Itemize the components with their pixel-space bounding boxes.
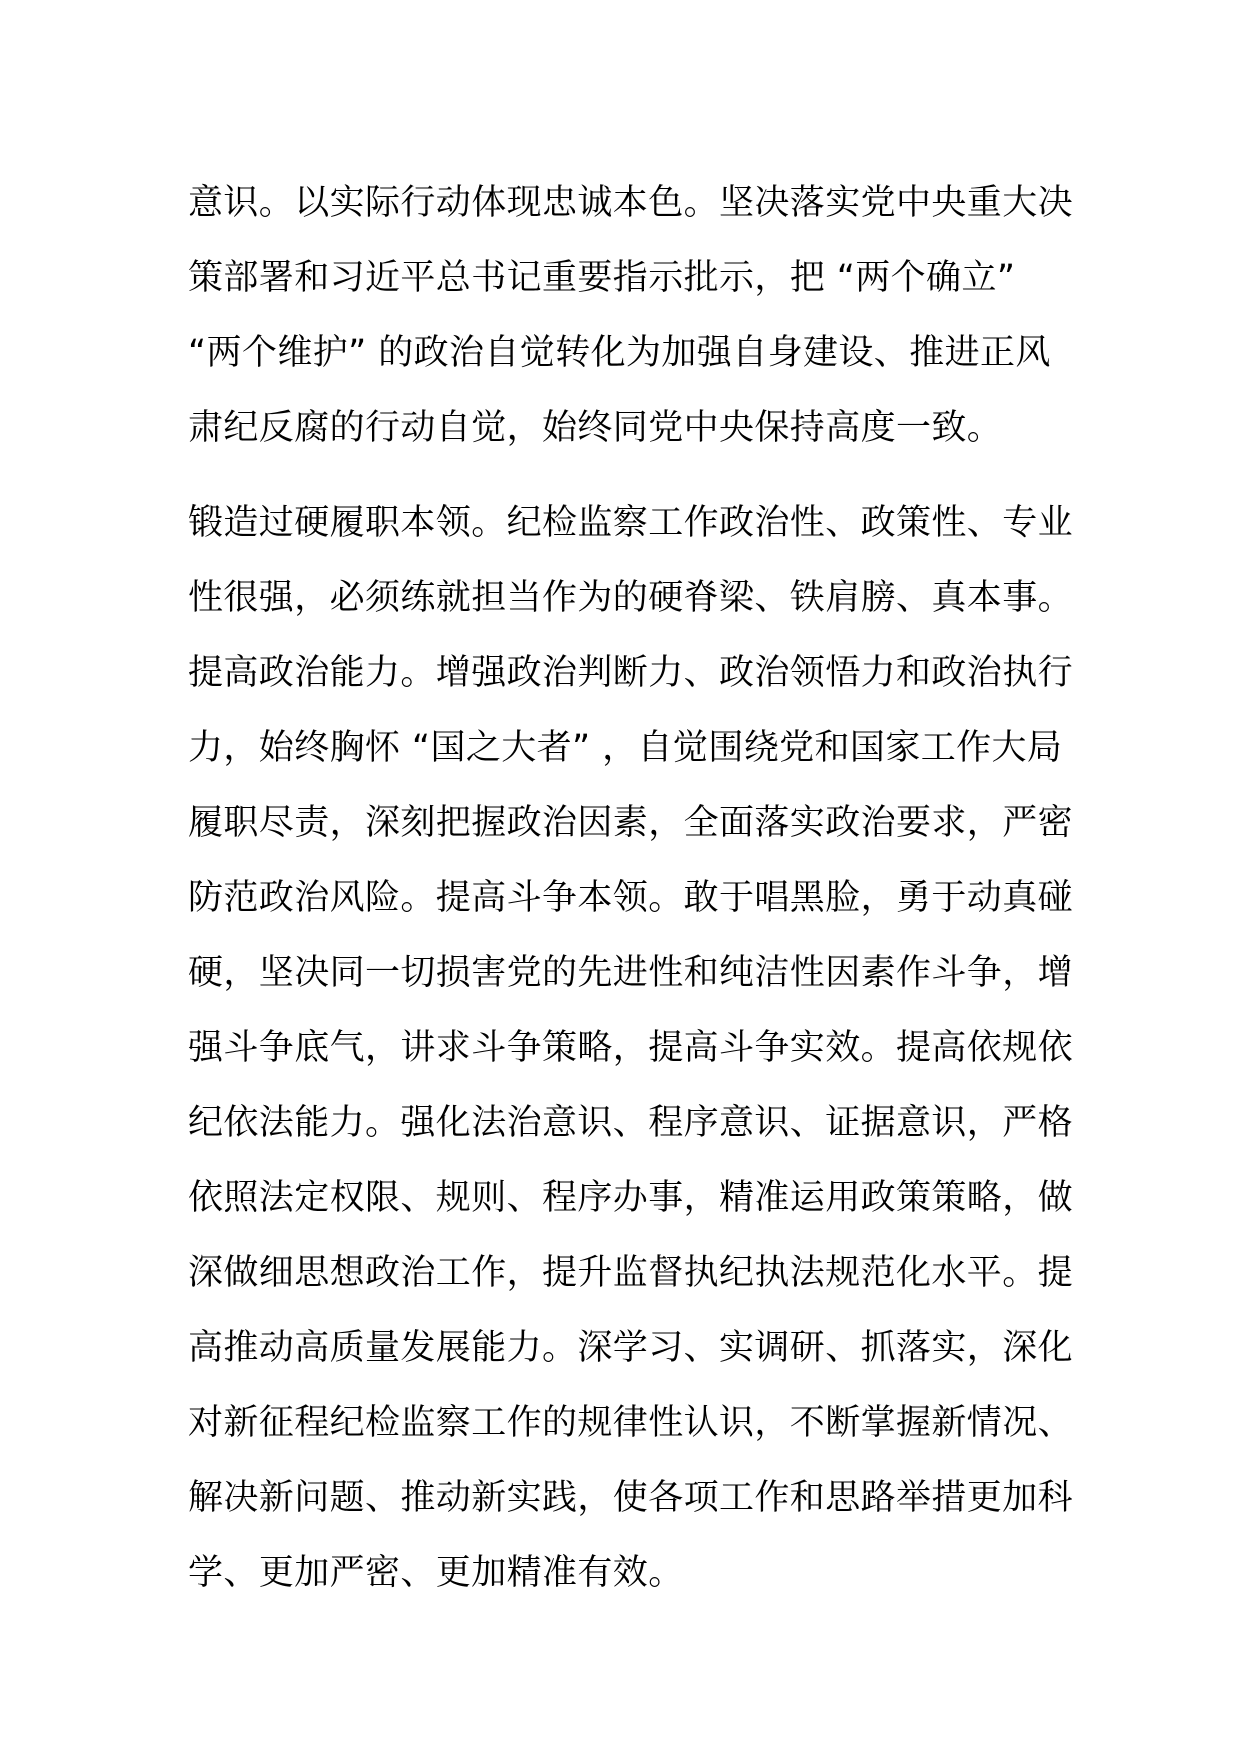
text-line: 高推动高质量发展能力。深学习、实调研、抓落实，深化 xyxy=(188,1328,1074,1368)
paragraph-loyalty xyxy=(188,166,1074,466)
text-line: 履职尽责，深刻把握政治因素，全面落实政治要求，严密 xyxy=(188,803,1074,843)
text-line: “两个维护” 的政治自觉转化为加强自身建设、推进正风 xyxy=(188,333,1051,373)
text-line: 深做细思想政治工作，提升监督执纪执法规范化水平。提 xyxy=(188,1253,1074,1293)
text-line: 锻造过硬履职本领。纪检监察工作政治性、政策性、专业 xyxy=(188,503,1074,543)
text-line: 依照法定权限、规则、程序办事，精准运用政策策略，做 xyxy=(188,1178,1074,1218)
text-line: 防范政治风险。提高斗争本领。敢于唱黑脸，勇于动真碰 xyxy=(188,878,1074,918)
paragraph-duty-skills xyxy=(188,486,1074,1611)
text-line: 纪依法能力。强化法治意识、程序意识、证据意识，严格 xyxy=(188,1103,1074,1143)
text-line: 硬，坚决同一切损害党的先进性和纯洁性因素作斗争，增 xyxy=(188,953,1074,993)
text-line: 提高政治能力。增强政治判断力、政治领悟力和政治执行 xyxy=(188,653,1074,693)
text-line: 意识。以实际行动体现忠诚本色。坚决落实党中央重大决 xyxy=(188,183,1074,223)
text-line: 性很强，必须练就担当作为的硬脊梁、铁肩膀、真本事。 xyxy=(188,578,1074,618)
text-line: 对新征程纪检监察工作的规律性认识，不断掌握新情况、 xyxy=(188,1403,1074,1443)
text-line: 肃纪反腐的行动自觉，始终同党中央保持高度一致。 xyxy=(188,408,1003,448)
text-line: 解决新问题、推动新实践，使各项工作和思路举措更加科 xyxy=(188,1478,1074,1518)
text-line: 力，始终胸怀 “国之大者” ，自觉围绕党和国家工作大局 xyxy=(188,728,1063,768)
text-line: 策部署和习近平总书记重要指示批示，把 “两个确立” xyxy=(188,258,1016,298)
text-line: 学、更加严密、更加精准有效。 xyxy=(188,1553,684,1593)
text-line: 强斗争底气，讲求斗争策略，提高斗争实效。提高依规依 xyxy=(188,1028,1074,1068)
